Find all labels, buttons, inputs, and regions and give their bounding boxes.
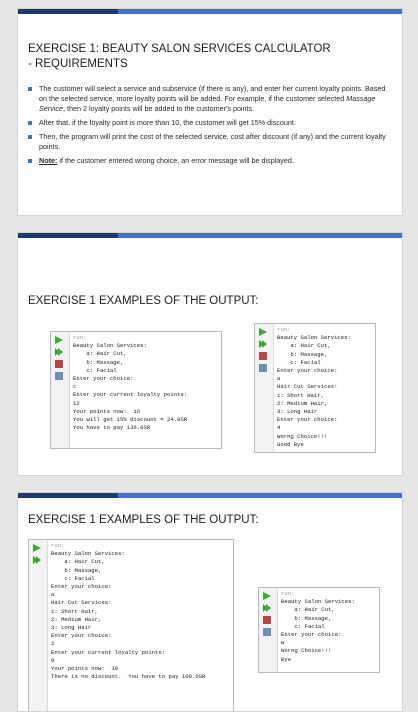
console-toolbar <box>29 540 48 712</box>
run-label: run: <box>73 334 87 341</box>
accent-bar <box>18 493 402 498</box>
run-icon[interactable] <box>258 328 268 336</box>
accent-bar <box>18 233 402 238</box>
title-line-1: EXERCISE 1: BEAUTY SALON SERVICES CALCULATOR <box>28 43 331 55</box>
output-console <box>50 331 222 449</box>
run-icon[interactable] <box>54 336 64 344</box>
slide-title <box>28 42 368 72</box>
console-toolbar <box>259 588 278 672</box>
slide-title: EXERCISE 1 EXAMPLES OF THE OUTPUT: <box>28 514 259 526</box>
output-console <box>28 539 234 712</box>
bullet-item: Note: if the customer entered wrong choice, an error message will be displayed. <box>28 156 388 166</box>
stop-icon[interactable] <box>258 352 268 360</box>
output-console <box>258 587 380 673</box>
bullet-icon <box>28 121 32 125</box>
slide-examples-2 <box>17 492 403 712</box>
bullet-item: After that, if the loyalty point is more than 10, the customer will get 15% discount. <box>28 118 388 128</box>
rerun-icon[interactable] <box>258 340 268 348</box>
console-output: Beauty Salon Services: a: Hair Cut, b: Massage, c: Facial Enter your choice: w Worng Choice!!! Bye <box>281 598 355 663</box>
bullet-item: Then, the program will print the cost of the selected service, cost after discount (if any) and the current loyalty points. <box>28 132 388 152</box>
settings-icon[interactable] <box>262 628 272 636</box>
slide-title: EXERCISE 1 EXAMPLES OF THE OUTPUT: <box>28 295 259 307</box>
run-icon[interactable] <box>32 544 42 552</box>
rerun-icon[interactable] <box>54 348 64 356</box>
accent-bar <box>18 9 402 14</box>
console-output: Beauty Salon Services: a: Hair Cut, b: Massage, c: Facial Enter your choice: c Enter your current loyalty points: 12 Your points now: 16 You will get 15% discount = 24.0SR You have to pay 136.0SR <box>73 342 188 432</box>
rerun-icon[interactable] <box>262 604 272 612</box>
requirements-list <box>28 84 388 170</box>
bullet-icon <box>28 87 32 91</box>
console-output: Beauty Salon Services: a: Hair Cut, b: Massage, c: Facial Enter your choice: a Hair Cut Services: 1: Short Hair, 2: Medium Hair, 3: Long Hair Enter your choice: 2 Enter your current loyalty points: 9 Your points now: 10 There is no discount. You have to pay 100.0SR <box>51 550 206 681</box>
title-line-2: - REQUIREMENTS <box>28 58 128 70</box>
bullet-icon <box>28 159 32 163</box>
run-icon[interactable] <box>262 592 272 600</box>
run-label: run: <box>281 590 295 597</box>
stop-icon[interactable] <box>262 616 272 624</box>
output-console <box>254 323 376 453</box>
console-output: Beauty Salon Services: a: Hair Cut, b: Massage, c: Facial Enter your choice: a Hair Cut Services: 1: Short Hair, 2: Medium Hair, 3: Long Hair Enter your choice: 4 Worng Choice!!! Good Bye <box>277 334 351 448</box>
slide-requirements <box>17 8 403 216</box>
console-toolbar <box>51 332 70 448</box>
run-label: run: <box>277 326 291 333</box>
slide-examples-1 <box>17 232 403 476</box>
settings-icon[interactable] <box>258 364 268 372</box>
rerun-icon[interactable] <box>32 556 42 564</box>
bullet-item: The customer will select a service and subservice (if there is any), and enter her current loyalty points. Based on the selected service, more loyalty points will be added. For example, if the customer selected Massage Service, then 2 loyalty points will be added to the customer's points. <box>28 84 388 114</box>
settings-icon[interactable] <box>54 372 64 380</box>
bullet-icon <box>28 135 32 139</box>
stop-icon[interactable] <box>54 360 64 368</box>
console-toolbar <box>255 324 274 452</box>
run-label: run: <box>51 542 65 549</box>
